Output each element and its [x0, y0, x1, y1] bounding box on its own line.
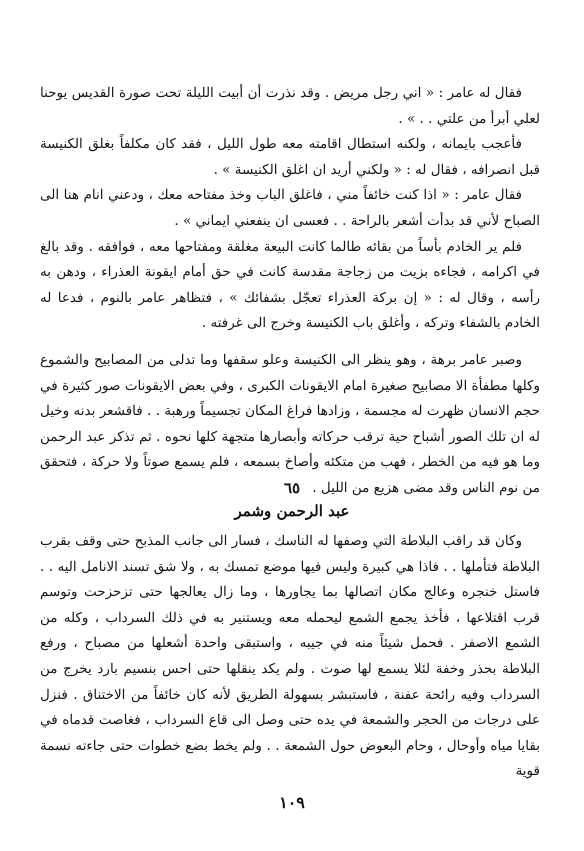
- page-number: ١٠٩: [279, 793, 305, 812]
- paragraph: فقال له عامر : « اني رجل مريض . وقد نذرت أن أبيت الليلة تحت صورة القديس يوحنا لعلي أبرأ من علتي . . » .: [40, 85, 540, 127]
- paragraph: فأعجب بايمانه ، ولكنه استطال اقامته معه طول الليل ، فقد كان مكلفاً بغلق الكنيسة قبل انصرافه ، فقال له : « ولكني أريد ان اغلق الكنيسة » .: [40, 136, 540, 178]
- paragraph: فلم ير الخادم بأساً من بقائه طالما كانت البيعة مغلقة ومفتاحها معه ، فوافقه . وقد بالغ في اكرامه ، فجاءه بزيت من زجاجة مقدسة كانت في حق أمام ايقونة العذراء ، ودهن به رأسه ، وقال له : « إن بركة العذراء تعجّل بشفائك » ، فتظاهر عامر بالنوم ، فدعا له الخادم بالشفاء وتركه ، وأغلق باب الكنيسة وخرج الى غرفته .: [40, 238, 540, 332]
- paragraph: وكان قد راقب البلاطة التي وصفها له الناسك ، فسار الى جانب المذبح حتى وقف بقرب البلاطة فتأملها . . فاذا هي كبيرة وليس فيها موضع تمسك به ، ولا شق تسند الانامل اليه . . فاستل خنجره وعالج مكان اتصالها بما يجاورها ، وما زال يعالجها حتى تزحزحت وتوسم قرب اقتلاعها ، فأخذ يجمع الشمع ليحمله معه ويستنير به في ذلك السرداب ، وكله من الشمع الاصفر . فحمل شيئاً منه في جيبه ، واستبقى واحدة أشعلها من مصباح ، ورفع البلاطة بحذر وخفة لئلا يسمع لها صوت . ولم يكد ينقلها حتى احس بنسيم بارد يخرج من السرداب وفيه رائحة عفنة ، فاستبشر بسهولة الطريق لأنه كان خائفاً من الاختناق . فنزل على درجات من الحجر والشمعة في يده حتى وصل الى قاع السرداب ، فغاصت قدماه في بقايا مياه وأوحال ، وحام البعوض حول الشمعة . . ولم يخط بضع خطوات حتى جاءته نسمة قوية: [40, 533, 540, 780]
- paragraph: وصبر عامر برهة ، وهو ينظر الى الكنيسة وعلو سقفها وما تدلى من المصابيح والشموع وكلها مطفأة الا مصابيح صغيرة امام الايقونات الكبرى ، وفي بعض الايقونات صور كثيرة في حجم الانسان ظهرت له مجسمة ، وزادها فراغ المكان تجسيماً ورهبة . . فاقشعر بدنه وخيل له ان تلك الصور أشباح حية ترقب حركاته وأبصارها متجهة كلها نحوه . ثم تذكر عبد الرحمن وما هو فيه من الخطر ، فهب من متكئه وأصاخ بسمعه ، فلم يسمع صوتاً ولا حركة ، فتحقق من نوم الناس وقد مضى هزيع من الليل .: [40, 351, 540, 496]
- paragraph: فقال عامر : « اذا كنت خائفاً مني ، فاغلق الباب وخذ مفتاحه معك ، ودعني انام هنا الى الصباح لأني قد بدأت أشعر بالراحة . . فعسى ان ينفعني ايماني » .: [40, 187, 540, 229]
- chapter-number: ٦٥: [283, 479, 301, 497]
- text-block-top: [40, 81, 540, 502]
- text-block-bottom: [40, 529, 540, 785]
- chapter-title: عبد الرحمن وشمر: [234, 502, 350, 520]
